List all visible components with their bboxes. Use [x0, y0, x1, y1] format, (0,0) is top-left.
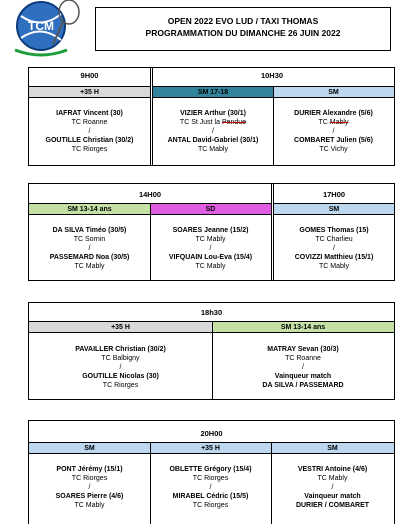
club1: TC Riorges: [71, 475, 108, 482]
club2: TC Mably: [74, 502, 105, 509]
category-sd: SD: [150, 203, 271, 215]
player2: GOUTILLE Nicolas (30): [82, 373, 159, 380]
versus: /: [212, 128, 214, 135]
page-title-box: [95, 7, 391, 51]
match-vizier-antal: [153, 109, 273, 154]
player2: COVIZZI Matthieu (15/1): [294, 254, 374, 261]
club2: TC Mably: [198, 146, 228, 153]
column-divider: [271, 184, 274, 280]
player1: PAVAILLER Christian (30/2): [75, 346, 166, 353]
player1: SOARES Jeanne (15/2): [172, 227, 249, 234]
winner-of-match: DURIER / COMBARET: [295, 502, 370, 509]
player2: ANTAL David-Gabriel (30/1): [167, 137, 259, 144]
category-plus35h: +35 H: [29, 321, 212, 333]
club1: TC Mably: [317, 475, 348, 482]
versus: /: [209, 484, 212, 491]
versus: /: [88, 484, 91, 491]
versus: /: [302, 364, 304, 371]
column-divider: [150, 442, 151, 524]
match-dasilva-passemard: [29, 226, 150, 271]
versus: /: [332, 128, 335, 135]
player2: SOARES Pierre (4/6): [55, 493, 124, 500]
versus: /: [88, 245, 91, 252]
match-iafrat-goutille: [29, 109, 150, 154]
player2: PASSEMARD Noa (30/5): [49, 254, 130, 261]
versus: /: [209, 245, 212, 252]
club1: TC Balbigny: [101, 355, 140, 362]
schedule-date: PROGRAMMATION DU DIMANCHE 26 JUIN 2022: [145, 28, 341, 38]
club1: TC Mably: [195, 236, 226, 243]
logo-text: TCM: [28, 19, 54, 33]
player1: MATRAY Sevan (30/3): [267, 346, 339, 353]
club1: TC Roanne: [285, 355, 321, 362]
club2: TC Riorges: [71, 146, 108, 153]
player1: OBLETTE Grégory (15/4): [169, 466, 252, 473]
column-divider: [271, 442, 272, 524]
category-sm: SM: [274, 203, 394, 215]
club2: TC Mably: [195, 263, 226, 270]
player1: VESTRI Antoine (4/6): [297, 466, 368, 473]
player2: Vainqueur match: [274, 373, 332, 380]
club1: TC Roanne: [71, 119, 108, 126]
player2: MIRABEL Cédric (15/5): [172, 493, 249, 500]
category-plus35h: +35 H: [29, 86, 150, 98]
category-sm: SM: [29, 442, 150, 454]
club1: TC St Just la Pendue: [179, 119, 247, 126]
tcm-club-logo: [5, 0, 83, 70]
club1: TC Riorges: [192, 475, 229, 482]
club2: TC Vichy: [319, 146, 348, 153]
block-9h-10h30: [28, 67, 395, 166]
time-14h00: 14H00: [138, 190, 162, 199]
club2: TC Riorges: [192, 502, 229, 509]
match-pont-soares: [29, 465, 150, 510]
player1: VIZIER Arthur (30/1): [180, 110, 246, 117]
versus: /: [331, 484, 334, 491]
club1: TC Sornin: [73, 236, 106, 243]
time-9h00: 9H00: [80, 71, 99, 80]
player1: GOMES Thomas (15): [299, 227, 369, 234]
column-divider: [212, 321, 213, 399]
match-matray-winner: [212, 345, 394, 390]
player2: Vainqueur match: [304, 493, 361, 500]
club2: TC Riorges: [102, 382, 139, 389]
column-divider: [150, 68, 153, 165]
winner-of-match: DA SILVA / PASSEMARD: [262, 382, 344, 389]
match-oblette-mirabel: [150, 465, 271, 510]
club2: TC Mably: [74, 263, 105, 270]
versus: /: [119, 364, 122, 371]
player1: PONT Jérémy (15/1): [56, 466, 123, 473]
match-gomes-covizzi: [274, 226, 394, 271]
category-sm: SM: [271, 442, 394, 454]
match-pavailler-goutille: [29, 345, 212, 390]
club1: TC Mably: [318, 119, 349, 126]
time-17h00: 17H00: [322, 190, 346, 199]
column-divider: [150, 203, 151, 280]
event-title: OPEN 2022 EVO LUD / TAXI THOMAS: [167, 16, 319, 26]
category-sm: SM: [273, 86, 394, 98]
club1: TC Charlieu: [315, 236, 353, 243]
player1: DA SILVA Timéo (30/5): [52, 227, 127, 234]
match-soares-vifquain: [150, 226, 271, 271]
time-10h30: 10H30: [260, 71, 284, 80]
match-durier-combaret: [273, 109, 394, 154]
player2: COMBARET Julien (5/6): [294, 137, 373, 144]
player1: DURIER Alexandre (5/6): [294, 110, 373, 117]
column-divider: [273, 86, 274, 165]
category-plus35h: +35 H: [150, 442, 271, 454]
time-18h30: 18h30: [200, 308, 223, 317]
versus: /: [333, 245, 335, 252]
player1: IAFRAT Vincent (30): [56, 110, 123, 117]
block-20h00: [28, 420, 395, 524]
versus: /: [88, 128, 91, 135]
match-vestri-winner: [271, 465, 394, 510]
club2: TC Mably: [319, 263, 349, 270]
category-sm-13-14: SM 13-14 ans: [29, 203, 150, 215]
player2: VIFQUAIN Lou-Eva (15/4): [168, 254, 253, 261]
category-sm-17-18: SM 17-18: [153, 86, 273, 98]
time-20h00: 20H00: [200, 429, 223, 438]
block-18h30: [28, 302, 395, 400]
player2: GOUTILLE Christian (30/2): [45, 137, 134, 144]
block-14h-17h: [28, 183, 395, 281]
category-sm-13-14: SM 13-14 ans: [212, 321, 394, 333]
